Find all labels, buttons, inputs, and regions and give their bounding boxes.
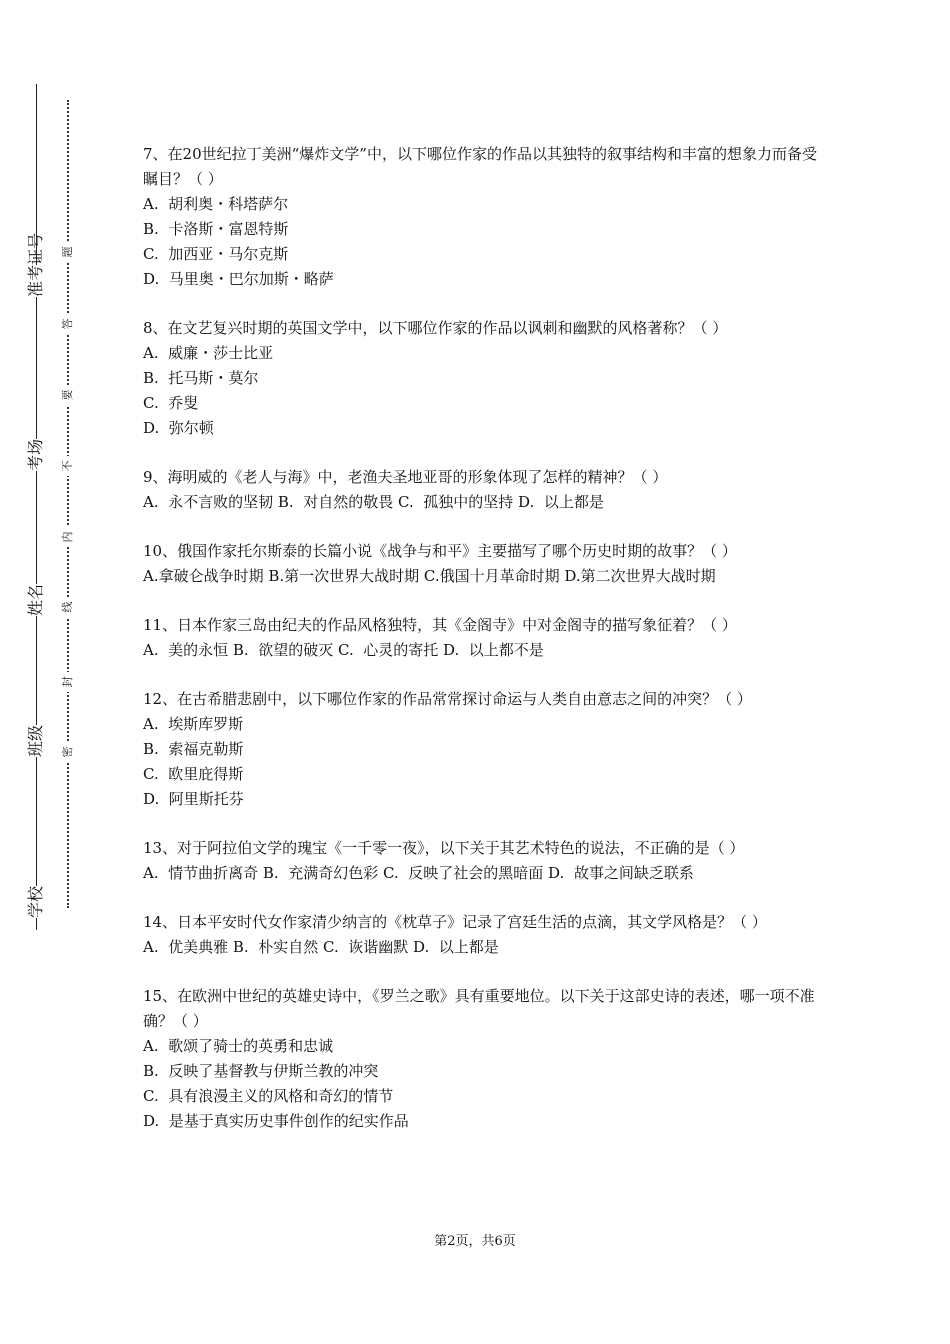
- option-b: B. 托马斯・莫尔: [143, 369, 259, 387]
- field-name-label: 姓名: [26, 583, 45, 616]
- question-12: [143, 687, 823, 812]
- question-list: [143, 142, 823, 1158]
- seal-char-feng: 封: [62, 672, 74, 692]
- question-14: [143, 910, 823, 960]
- field-school-label: 学校: [26, 885, 45, 918]
- question-8: [143, 316, 823, 441]
- seal-char-da: 答: [62, 314, 74, 334]
- question-stem: 9、海明威的《老人与海》中，老渔夫圣地亚哥的形象体现了怎样的精神？（ ）: [143, 468, 668, 486]
- question-stem: 11、日本作家三岛由纪夫的作品风格独特，其《金阁寺》中对金阁寺的描写象征着？（ ）: [143, 616, 737, 634]
- option-a: A. 埃斯库罗斯: [143, 715, 244, 733]
- option-a: A. 歌颂了骑士的英勇和忠诚: [143, 1037, 334, 1055]
- option-d: D. 阿里斯托芬: [143, 790, 244, 808]
- field-exam-id-label: 准考证号: [26, 232, 45, 297]
- option-a: A. 威廉・莎士比亚: [143, 344, 274, 362]
- option-c: C. 具有浪漫主义的风格和奇幻的情节: [143, 1087, 394, 1105]
- question-7: [143, 142, 823, 292]
- question-stem: 10、俄国作家托尔斯泰的长篇小说《战争与和平》主要描写了哪个历史时期的故事？（ ）: [143, 542, 737, 560]
- field-room-label: 考场: [26, 438, 45, 471]
- question-stem: 15、在欧洲中世纪的英雄史诗中，《罗兰之歌》具有重要地位。以下关于这部史诗的表述，哪一项不准确？（ ）: [143, 987, 815, 1030]
- question-stem: 7、在20世纪拉丁美洲“爆炸文学”中，以下哪位作家的作品以其独特的叙事结构和丰富的想象力而备受瞩目？（ ）: [143, 145, 817, 188]
- option-d: D. 是基于真实历史事件创作的纪实作品: [143, 1112, 409, 1130]
- options-line: A.拿破仑战争时期 B.第一次世界大战时期 C.俄国十月革命时期 D.第二次世界大战时期: [143, 567, 716, 585]
- seal-dotted-line: [67, 100, 69, 908]
- question-10: [143, 539, 823, 589]
- option-b: B. 卡洛斯・富恩特斯: [143, 220, 289, 238]
- question-9: [143, 465, 823, 515]
- option-c: C. 欧里庇得斯: [143, 765, 244, 783]
- option-a: A. 胡利奥・科塔萨尔: [143, 195, 289, 213]
- option-b: B. 索福克勒斯: [143, 740, 244, 758]
- seal-char-mi: 密: [62, 742, 74, 762]
- options-line: A. 优美典雅 B. 朴实自然 C. 诙谐幽默 D. 以上都是: [143, 938, 499, 956]
- option-d: D. 弥尔顿: [143, 419, 214, 437]
- seal-char-yao: 要: [62, 385, 74, 405]
- option-c: C. 加西亚・马尔克斯: [143, 245, 289, 263]
- option-c: C. 乔叟: [143, 394, 199, 412]
- options-line: A. 永不言败的坚韧 B. 对自然的敬畏 C. 孤独中的坚持 D. 以上都是: [143, 493, 604, 511]
- field-class-label: 班级: [26, 724, 45, 757]
- seal-char-ti: 题: [62, 242, 74, 262]
- option-d: D. 马里奥・巴尔加斯・略萨: [143, 270, 334, 288]
- options-line: A. 美的永恒 B. 欲望的破灭 C. 心灵的寄托 D. 以上都不是: [143, 641, 544, 659]
- question-13: [143, 836, 823, 886]
- seal-char-nei: 内: [62, 527, 74, 547]
- question-stem: 8、在文艺复兴时期的英国文学中，以下哪位作家的作品以讽刺和幽默的风格著称？（ ）: [143, 319, 728, 337]
- question-stem: 12、在古希腊悲剧中，以下哪位作家的作品常常探讨命运与人类自由意志之间的冲突？（ ）: [143, 690, 752, 708]
- question-stem: 14、日本平安时代女作家清少纳言的《枕草子》记录了宫廷生活的点滴，其文学风格是？（ ）: [143, 913, 767, 931]
- binding-line: [36, 84, 37, 930]
- options-line: A. 情节曲折离奇 B. 充满奇幻色彩 C. 反映了社会的黑暗面 D. 故事之间缺乏联系: [143, 864, 694, 882]
- seal-char-xian: 线: [62, 597, 74, 617]
- seal-char-bu: 不: [62, 456, 74, 476]
- option-b: B. 反映了基督教与伊斯兰教的冲突: [143, 1062, 379, 1080]
- question-11: [143, 613, 823, 663]
- question-15: [143, 984, 823, 1134]
- question-stem: 13、对于阿拉伯文学的瑰宝《一千零一夜》，以下关于其艺术特色的说法，不正确的是（ ）: [143, 839, 745, 857]
- page-footer: 第2页，共6页: [434, 1234, 516, 1249]
